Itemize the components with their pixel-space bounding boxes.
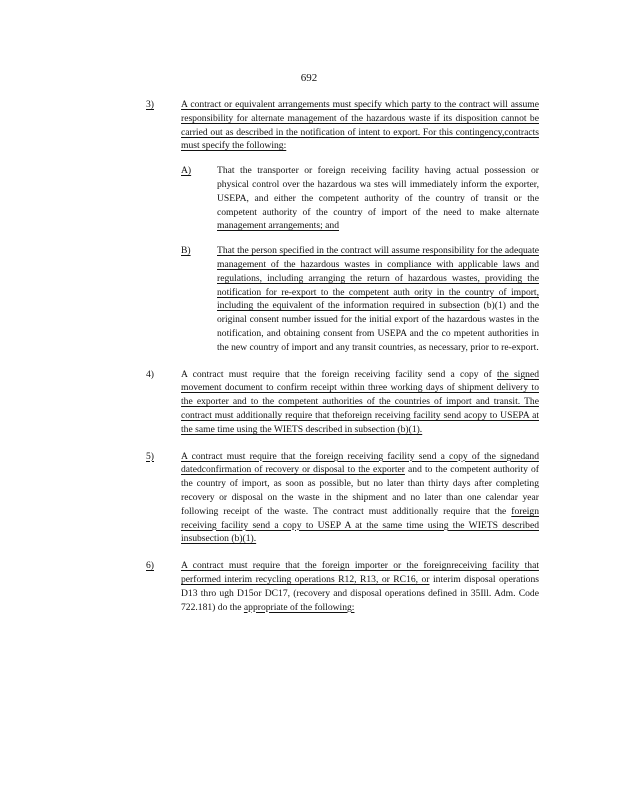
subitem-text: (b)(1) and the original consent number issued for the initial export of the hazardous wastes in the notification, and obtaining consent from USEPA and the co mpetent authorities in the new country of import and any transit countries, as necessary, prior to re-export. <box>217 300 539 353</box>
item-number: 5) <box>146 450 154 462</box>
item-text-underlined: the signed movement document to confirm receipt within three working days of shipment delivery to the exporter and to the competent authorities of the countries of import and transit. The contract must additionally require that theforeign receiving facility send acopy to USEPA at the same time using the WIETS described in subsection (b)(1). <box>181 368 539 435</box>
subitem-a <box>181 164 539 233</box>
item-text: A contract must require that the foreign receiving facility send a copy of <box>181 368 492 380</box>
item-number: 4) <box>146 368 154 380</box>
page-number: 692 <box>300 72 318 84</box>
list-item-4 <box>146 368 539 437</box>
subitem-letter: B) <box>181 245 191 257</box>
subitem-b <box>181 244 539 354</box>
item-number: 6) <box>146 560 154 572</box>
subitem-text-underlined: That the person specified in the contract will assume responsibility for the adequate management of the hazardous wastes in compliance with applicable laws and regulations, including arranging the return of hazardous wastes, providing the notification for re-export to the competent auth ority in the country of import, including the equivalent of the information required in subsection <box>217 245 539 312</box>
item-text-underlined: A contract must require that the foreign importer or the foreignreceiving facility that performed interim recycling operations R12, R13, or RC16, or <box>181 560 539 585</box>
document-body <box>146 98 539 627</box>
item-text: and to the competent authority of the country of import, as soon as possible, but no later than thirty days after completing recovery or disposal on the waste in the shipment and no later than one calendar year following receipt of the waste. The contract must additionally require that the <box>181 464 539 517</box>
list-item-3 <box>146 98 539 355</box>
list-item-5 <box>146 450 539 547</box>
item-text: interim disposal operations D13 thro ugh D15or DC17, (recovery and disposal operations defined in 35Ill. Adm. Code 722.181) do the <box>181 573 540 613</box>
item-text-underlined-2: appropriate of the following: <box>243 601 355 613</box>
subitem-text: That the transporter or foreign receiving facility having actual possession or physical control over the hazardous wa stes will immediately inform the exporter, USEPA, and either the competent authority of the country of transit or the competent authority of the country of import of the need to make alternate <box>217 165 539 218</box>
subitem-letter: A) <box>181 165 192 177</box>
item-text-underlined-2: foreign receiving facility send a copy to USEP A at the same time using the WIETS described insubsection (b)(1). <box>181 505 539 545</box>
subitem-text-underlined: management arrangements; and <box>217 220 340 232</box>
list-item-6 <box>146 559 539 614</box>
item-text-underlined: A contract must require that the foreign receiving facility send a copy of the signedand datedconfirmation of recovery or disposal to the exporter <box>181 450 539 476</box>
item-number: 3) <box>146 99 154 110</box>
item-text: A contract or equivalent arrangements must specify which party to the contract will assume responsibility for alternate management of the hazardous waste if its disposition cannot be carried out as described in the notification of intent to export. For this contingency,contracts must specify the following: <box>181 99 539 152</box>
